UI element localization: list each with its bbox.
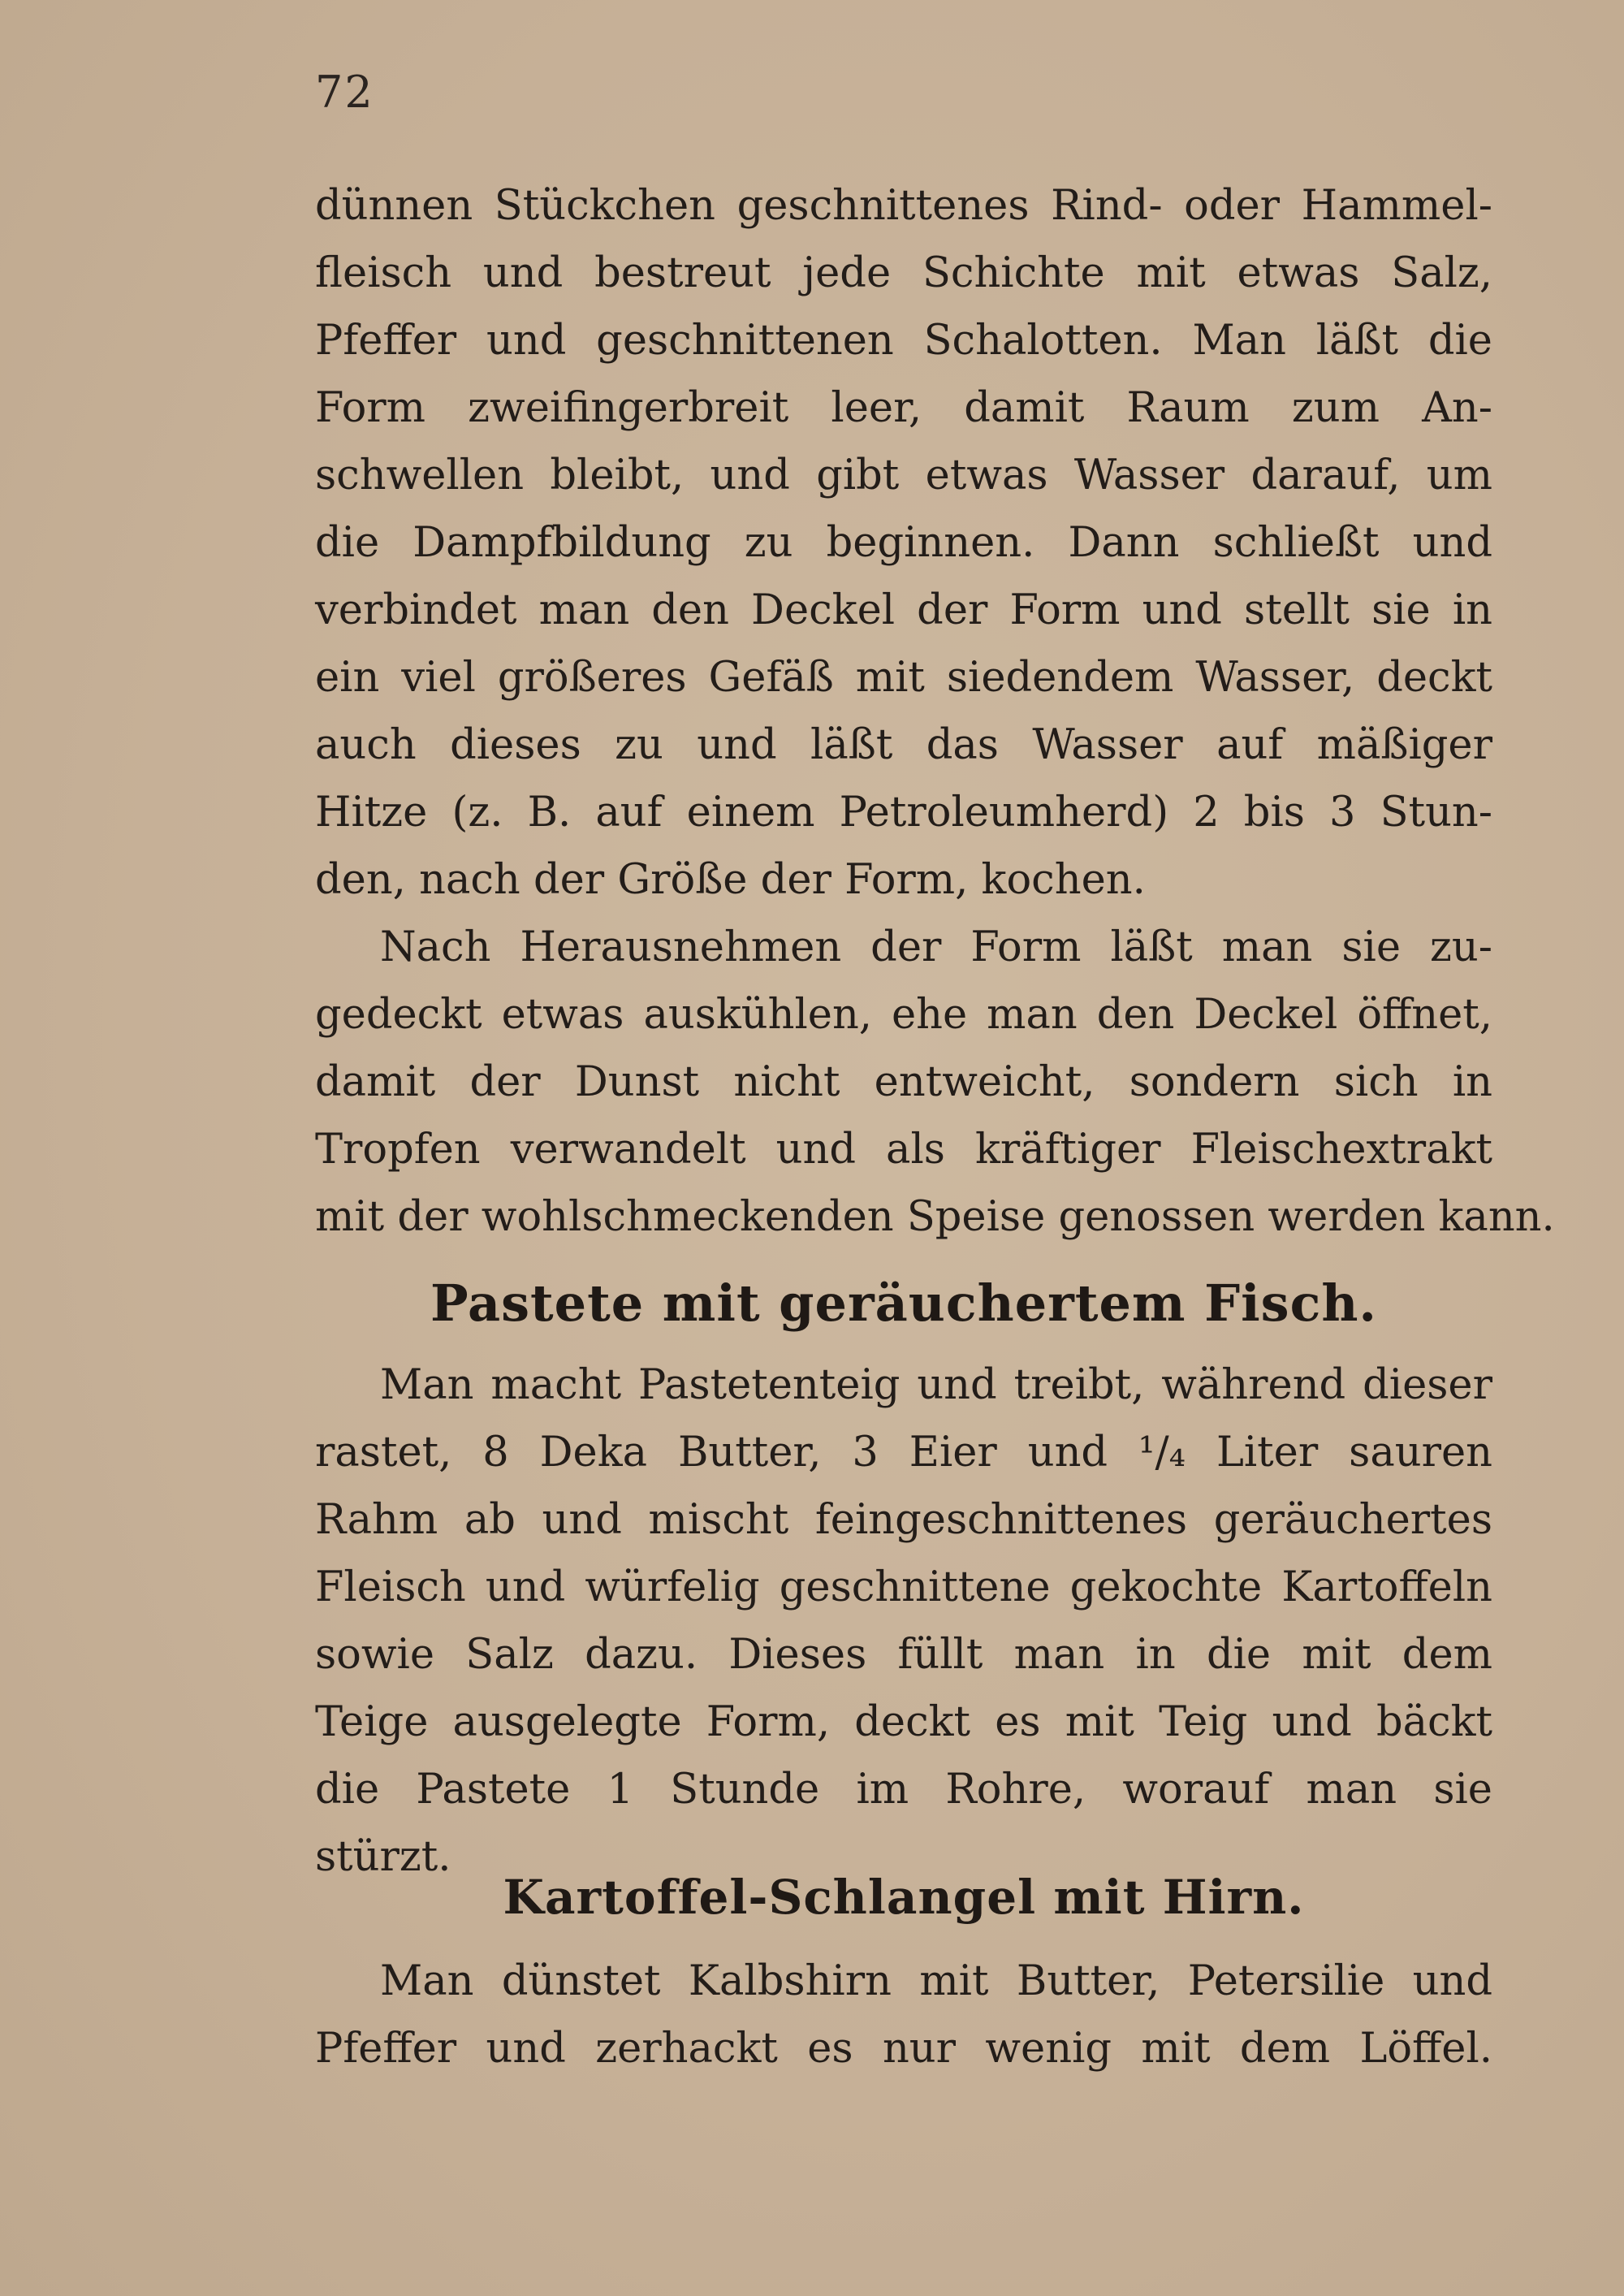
text-line: ein viel größeres Gefäß mit siedendem Wasser, deckt <box>315 654 1492 702</box>
text-line: dünnen Stückchen geschnittenes Rind- oder Hammel- <box>315 182 1492 230</box>
paragraph-continued <box>315 172 1555 1251</box>
text-line: die Pastete 1 Stunde im Rohre, worauf man sie <box>315 1766 1492 1814</box>
text-line: verbindet man den Deckel der Form und stellt sie in <box>315 586 1492 634</box>
text-line: sowie Salz dazu. Dieses füllt man in die mit dem <box>315 1631 1492 1679</box>
recipe-heading: Kartoffel-Schlangel mit Hirn. <box>503 1870 1305 1925</box>
text-line: schwellen bleibt, und gibt etwas Wasser darauf, um <box>315 452 1492 499</box>
text-line: Tropfen verwandelt und als kräftiger Fleischextrakt <box>315 1126 1492 1174</box>
text-line: Pfeffer und zerhackt es nur wenig mit dem Löffel. <box>315 2025 1492 2073</box>
text-line: mit der wohlschmeckenden Speise genossen werden kann. <box>315 1193 1555 1241</box>
text-line: gedeckt etwas auskühlen, ehe man den Deckel öffnet, <box>315 991 1492 1039</box>
text-line: auch dieses zu und läßt das Wasser auf mäßiger <box>315 721 1492 769</box>
text-line: Form zweifingerbreit leer, damit Raum zum An- <box>315 384 1492 432</box>
text-line: Fleisch und würfelig geschnittene gekochte Kartoffeln <box>315 1563 1492 1611</box>
text-line: rastet, 8 Deka Butter, 3 Eier und ¹/₄ Liter sauren <box>315 1429 1492 1477</box>
text-line: Man macht Pastetenteig und treibt, während dieser <box>380 1361 1492 1409</box>
text-line: Nach Herausnehmen der Form läßt man sie zu- <box>380 923 1492 971</box>
page-number: 72 <box>315 67 374 118</box>
recipe-paragraph <box>315 1351 1492 1891</box>
text-line: Rahm ab und mischt feingeschnittenes geräuchertes <box>315 1496 1492 1544</box>
recipe-heading: Pastete mit geräuchertem Fisch. <box>430 1273 1377 1333</box>
text-line: Hitze (z. B. auf einem Petroleumherd) 2 bis 3 Stun- <box>315 789 1492 837</box>
text-line: die Dampfbildung zu beginnen. Dann schließt und <box>315 519 1492 567</box>
text-line: damit der Dunst nicht entweicht, sondern sich in <box>315 1058 1492 1106</box>
text-line: fleisch und bestreut jede Schichte mit etwas Salz, <box>315 249 1492 297</box>
text-line: Pfeffer und geschnittenen Schalotten. Man läßt die <box>315 317 1492 365</box>
text-line: den, nach der Größe der Form, kochen. <box>315 856 1146 904</box>
text-line: Man dünstet Kalbshirn mit Butter, Petersilie und <box>380 1957 1492 2005</box>
recipe-paragraph <box>315 1948 1492 2082</box>
text-line: Teige ausgelegte Form, deckt es mit Teig und bäckt <box>315 1698 1492 1746</box>
text-line: stürzt. <box>315 1833 451 1881</box>
